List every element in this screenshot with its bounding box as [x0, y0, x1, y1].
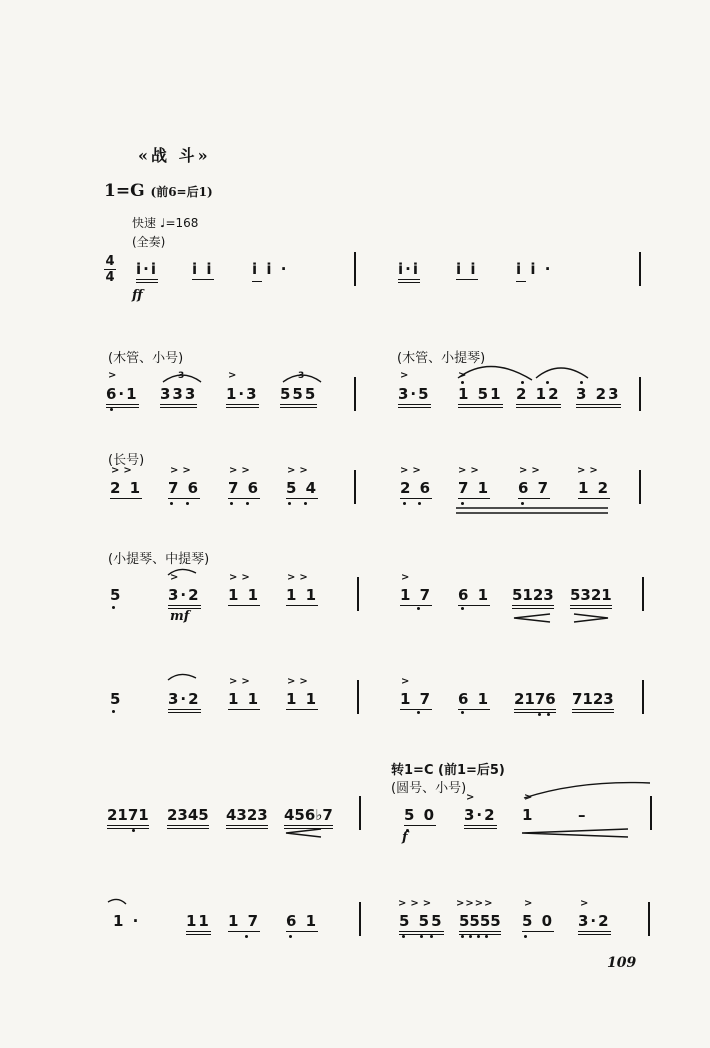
accent-mark: >> [229, 676, 254, 687]
accent-mark: >>>> [456, 898, 494, 909]
accent-mark: > [466, 792, 479, 803]
accent-mark: >> [519, 465, 544, 476]
accent-mark: > [401, 572, 414, 583]
note-group: 6 1 [286, 912, 319, 930]
note-group: 1 7 [228, 912, 261, 930]
tie [108, 899, 126, 904]
note-group: 2 12 [516, 385, 561, 408]
crescendo-hairpin [286, 829, 321, 837]
note-group: 3 23 [576, 385, 621, 408]
note-group: 5555 [459, 912, 501, 935]
note-group: 6 7 [518, 479, 551, 497]
note-group: i i [456, 260, 478, 278]
slur [168, 674, 196, 680]
instrument-label: (圆号、小号) [391, 781, 467, 796]
accent-mark: > [108, 370, 121, 381]
note-group: 1 1 [286, 690, 319, 708]
note-group: 1 · [113, 912, 141, 930]
note-group: 1 1 [228, 586, 261, 604]
triplet-number: 3 [178, 371, 185, 381]
accent-mark: > [170, 572, 183, 583]
note-group: 5 [110, 690, 123, 708]
note-group: i i [192, 260, 214, 278]
accent-mark: >>> [398, 898, 436, 909]
time-signature-bottom: 4 [105, 270, 115, 285]
note-group: 5 0 [522, 912, 555, 930]
note-group: 5 55 [399, 912, 444, 935]
note-group: 4323 [226, 806, 268, 829]
accent-mark: > [524, 792, 537, 803]
accent-mark: >> [111, 465, 136, 476]
tutti-label: (全奏) [132, 235, 166, 249]
note-group: 5 4 [286, 479, 319, 497]
accent-mark: > [228, 370, 241, 381]
slur [168, 569, 196, 575]
instrument-label: (木管、小号) [108, 351, 184, 366]
note-group: 2176 [514, 690, 556, 713]
note-group: 5321 [570, 586, 612, 609]
crescendo-hairpin [514, 614, 550, 622]
slur [536, 368, 588, 378]
note-group: 7123 [572, 690, 614, 713]
note-group: 1 51 [458, 385, 503, 408]
page-number: 109 [607, 955, 637, 971]
note-group: 333 [160, 385, 197, 408]
instrument-label: (小提琴、中提琴) [108, 552, 210, 567]
note-group: 3·5 [398, 385, 431, 408]
note-group: i·i [136, 260, 158, 283]
note-group: 5 [110, 586, 123, 604]
note-group: 555 [280, 385, 317, 408]
note-group: 1 1 [228, 690, 261, 708]
accent-mark: >> [229, 465, 254, 476]
accent-mark: > [401, 676, 414, 687]
note-group: 1 1 [286, 586, 319, 604]
dynamic-ff: ff [132, 288, 143, 303]
note-group: 6 1 [458, 586, 491, 604]
tie [524, 783, 650, 798]
triplet-number: 3 [298, 371, 305, 381]
piece-title: «战 斗» [138, 146, 211, 165]
note-group: i·i [398, 260, 420, 283]
note-group: 456♭7 [284, 806, 333, 829]
note-group: 3·2 [168, 586, 201, 609]
crescendo-hairpin [522, 829, 628, 837]
note-group: 3·2 [168, 690, 201, 713]
modulation-marking: 转1=C (前1=后5) [391, 763, 505, 778]
note-group: 1 2 [578, 479, 611, 497]
note-group: 11 [186, 912, 211, 935]
dynamic-mf: mf [170, 609, 190, 624]
note-group: 6 1 [458, 690, 491, 708]
accent-mark: >> [287, 465, 312, 476]
time-signature-top: 4 [105, 254, 115, 269]
note-group: 3·2 [464, 806, 497, 829]
accent-mark: >> [170, 465, 195, 476]
note-group: 1 [522, 806, 535, 824]
accent-mark: > [400, 370, 413, 381]
note-group: 2 6 [400, 479, 433, 497]
instrument-label: (木管、小提琴) [397, 351, 486, 366]
accent-mark: >> [400, 465, 425, 476]
note-group: 1 7 [400, 586, 433, 604]
accent-mark: >> [287, 572, 312, 583]
note-group: 3·2 [578, 912, 611, 935]
note-group: 5123 [512, 586, 554, 609]
key-transposition: (前6=后1) [150, 185, 213, 199]
note-group: i i · [252, 260, 289, 278]
accent-mark: > [580, 898, 593, 909]
note-group: 1·3 [226, 385, 259, 408]
note-group: i i · [516, 260, 553, 278]
note-group: – [578, 806, 588, 824]
note-group: 1 7 [400, 690, 433, 708]
key-main: 1=G [104, 181, 145, 201]
accent-mark: >> [229, 572, 254, 583]
accent-mark: >> [458, 465, 483, 476]
note-group: 7 1 [458, 479, 491, 497]
accent-mark: >> [577, 465, 602, 476]
note-group: 2345 [167, 806, 209, 829]
note-group: 2 1 [110, 479, 143, 497]
decrescendo-hairpin [574, 614, 608, 622]
instrument-label: (长号) [108, 453, 145, 468]
accent-mark: > [458, 370, 471, 381]
note-group: 7 6 [168, 479, 201, 497]
accent-mark: >> [287, 676, 312, 687]
note-group: 6·1 [106, 385, 139, 408]
note-group: 5 0 [404, 806, 437, 824]
accent-mark: > [524, 898, 537, 909]
note-group: 2171 [107, 806, 149, 829]
tempo-marking: 快速 ♩=168 [132, 216, 199, 230]
note-group: 7 6 [228, 479, 261, 497]
dynamic-f: f [402, 830, 408, 845]
slur [458, 366, 532, 380]
